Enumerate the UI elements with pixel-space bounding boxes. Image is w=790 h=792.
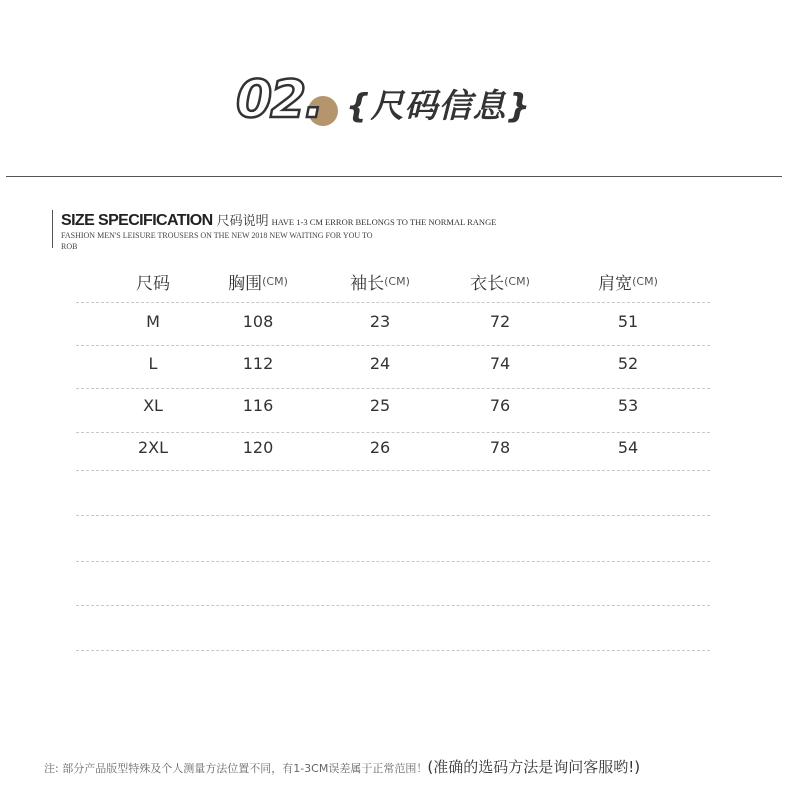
table-cell: 120 [242, 437, 274, 457]
header-cell: 肩宽 (CM) [598, 273, 658, 294]
table-cell: 2XL [137, 437, 169, 457]
spec-block [52, 210, 497, 251]
table-cell: 108 [242, 311, 274, 331]
size-table [76, 262, 710, 468]
dashed-rule [76, 605, 710, 606]
table-row [76, 342, 710, 384]
spec-note: HAVE 1-3 CM ERROR BELONGS TO THE NORMAL RANGE [271, 217, 497, 227]
header-cell: 胸围 (CM) [228, 273, 288, 294]
dashed-rule [76, 470, 710, 471]
spec-title-en: SIZE SPECIFICATION [61, 212, 213, 229]
dashed-rule [76, 432, 710, 433]
table-cell: 78 [489, 437, 511, 457]
spec-title-cn: 尺码说明 [216, 214, 269, 229]
dashed-rule [76, 302, 710, 303]
divider [6, 176, 782, 177]
header-cell: 袖长 (CM) [350, 273, 410, 294]
dashed-rule [76, 345, 710, 346]
dashed-rule [76, 388, 710, 389]
table-cell: 74 [489, 353, 511, 373]
table-cell: 53 [617, 395, 639, 415]
table-cell: 116 [242, 395, 274, 415]
table-cell: 26 [369, 437, 391, 457]
header-cell: 衣长 (CM) [470, 273, 530, 294]
spec-subtitle: FASHION MEN'S LEISURE TROUSERS ON THE NEW 2018 NEW WAITING FOR YOU TO ROB [61, 231, 373, 251]
section-number-text: 02. [236, 70, 323, 130]
header-cell: 尺码 [136, 273, 170, 294]
table-cell: 72 [489, 311, 511, 331]
dashed-rule [76, 561, 710, 562]
table-cell: 51 [617, 311, 639, 331]
section-header [0, 70, 790, 140]
table-header-row [76, 262, 710, 300]
table-cell: 54 [617, 437, 639, 457]
footer-note-small: 注: 部分产品版型特殊及个人测量方法位置不同，有1-3CM误差属于正常范围！ [44, 762, 428, 775]
dashed-rule [76, 650, 710, 651]
table-row [76, 384, 710, 426]
section-title: {尺码信息} [346, 86, 531, 125]
footer-note [44, 756, 640, 777]
table-cell: 52 [617, 353, 639, 373]
table-row [76, 300, 710, 342]
table-cell: XL [143, 395, 163, 415]
section-number [236, 70, 336, 136]
table-cell: 76 [489, 395, 511, 415]
table-cell: 23 [369, 311, 391, 331]
table-cell: 112 [242, 353, 274, 373]
table-cell: L [148, 353, 158, 373]
footer-note-big: (准确的选码方法是询问客服哟!) [427, 758, 641, 776]
table-cell: M [146, 311, 160, 331]
dashed-rule [76, 515, 710, 516]
table-cell: 24 [369, 353, 391, 373]
table-cell: 25 [369, 395, 391, 415]
